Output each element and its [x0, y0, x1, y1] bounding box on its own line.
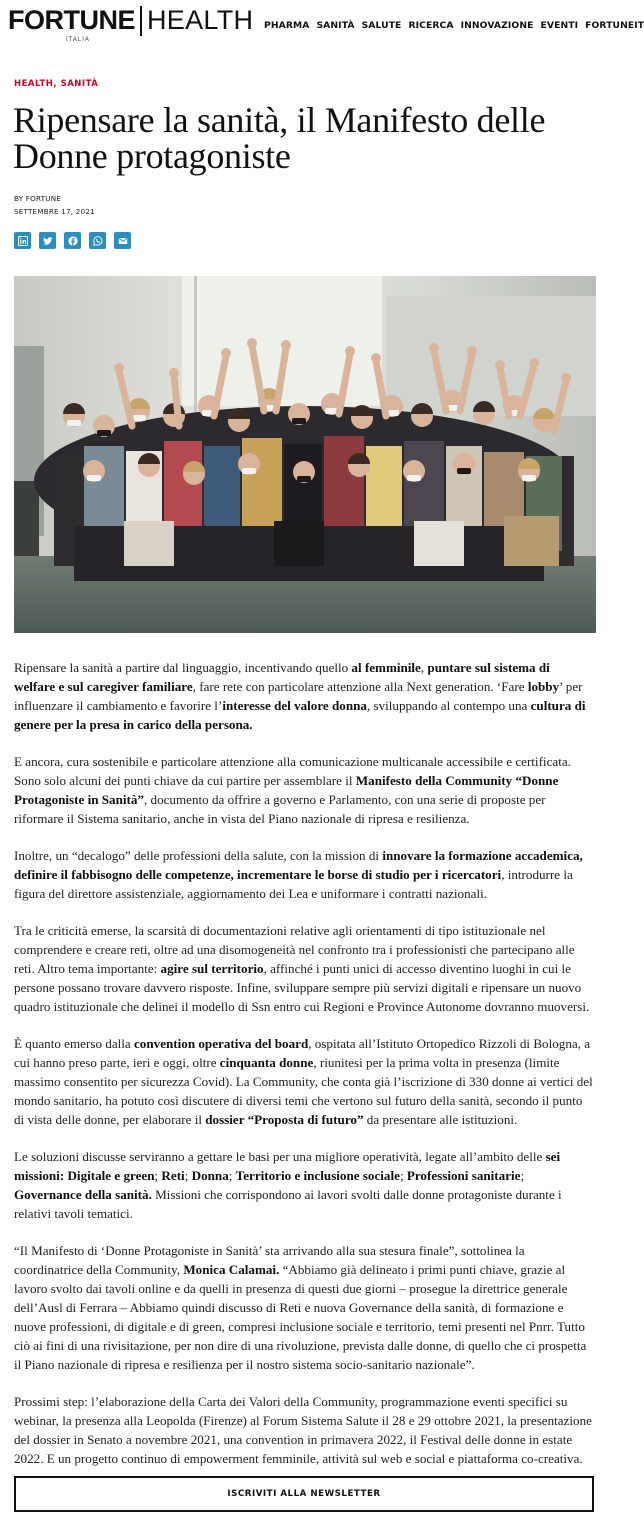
share-linkedin-button[interactable] — [14, 232, 31, 249]
text-run: È quanto emerso dalla — [14, 1036, 134, 1051]
article-paragraph — [14, 1241, 594, 1374]
bold-text-run: Professioni sanitarie — [406, 1168, 521, 1183]
text-run: ; — [154, 1168, 162, 1183]
article-paragraph — [14, 752, 594, 828]
bold-text-run: Monica Calamai. — [183, 1262, 280, 1277]
article-paragraph — [14, 846, 594, 903]
text-run: , — [420, 660, 428, 675]
site-logo[interactable] — [8, 4, 253, 44]
article-author: BY FORTUNE — [14, 194, 62, 203]
text-run: ; — [520, 1168, 525, 1183]
bold-text-run: Donna — [191, 1168, 229, 1183]
bold-text-run: Manifesto della Community “Donne Protagoniste in Sanità” — [14, 773, 559, 807]
text-run: , sviluppando al contempo una — [366, 698, 531, 713]
bold-text-run: al femminile — [351, 660, 421, 675]
newsletter-label: ISCRIVITI ALLA NEWSLETTER — [227, 1489, 381, 1499]
article-body — [14, 658, 594, 1486]
logo-health: HEALTH — [147, 5, 254, 35]
text-run: Tra le criticità emerse, la scarsità di documentazioni relative agli orientamenti di tipo istituzionale nel comprendere e creare reti, oltre ad una disomogeneità nel confronto tra i professionisti che partecipano alle reti. Altro tema importante: — [14, 923, 575, 976]
site-header — [0, 0, 644, 52]
logo-divider — [140, 6, 142, 36]
article-paragraph — [14, 658, 594, 734]
text-run: , introdurre la figura del direttore assistenziale, aggiornamento dei Lea e uniformare i contratti nazionali. — [14, 867, 573, 901]
text-run: Missioni che corrispondono ai lavori svolti dalle donne protagoniste durante i relativi tavoli tematici. — [14, 1187, 562, 1221]
bold-text-run: Governance della sanità. — [14, 1187, 152, 1202]
share-facebook-button[interactable] — [64, 232, 81, 249]
whatsapp-icon — [93, 236, 103, 246]
share-bar — [14, 232, 131, 249]
bold-text-run: convention operativa del board — [134, 1036, 309, 1051]
newsletter-signup-button[interactable] — [14, 1476, 594, 1512]
share-twitter-button[interactable] — [39, 232, 56, 249]
text-run: da presentare alle istituzioni. — [363, 1112, 518, 1127]
bold-text-run: lobby — [527, 679, 560, 694]
share-email-button[interactable] — [114, 232, 131, 249]
bold-text-run: cultura di genere per la presa in carico della persona. — [14, 698, 586, 732]
article-byline — [14, 192, 95, 218]
text-run: , documento da offrire a governo e Parlamento, con una serie di proposte per riformare il Sistema sanitario, anche in vista del Piano nazionale di ripresa e resilienza. — [14, 792, 546, 826]
text-run: , riunitesi per la prima volta in presenza (limite massimo consentito per sicurezza Covid). La Community, che conta già l’iscrizione di 330 donne ai vertici del mondo sanitario, ha potuto così discutere di diversi temi che vertono sul futuro della sanità, secondo il punto di vista delle donne, per elaborare il — [14, 1055, 593, 1127]
nav-item-innovazione[interactable]: INNOVAZIONE — [460, 20, 534, 31]
main-nav — [264, 20, 644, 31]
article-category[interactable]: HEALTH, SANITÀ — [14, 79, 99, 89]
email-icon — [118, 236, 128, 246]
text-run: Prossimi step: l’elaborazione della Carta dei Valori della Community, programmazione eventi specifici su webinar, la presenza alla Leopolda (Firenze) al Forum Sistema Salute il 28 e 29 ottobre 2021, la presentazione del dossier in Senato a novembre 2021, una convention in primavera 2022, il Festival delle donne in estate 2022. E un progetto continuo di empowerment femminile, attività sul web e social e piattaforma co-creativa. — [14, 1394, 592, 1466]
text-run: E ancora, cura sostenibile e particolare attenzione alla comunicazione multicanale accessibile e certificata. Sono solo alcuni dei punti chiave da cui partire per assemblare il — [14, 754, 571, 788]
article-hero-image — [14, 276, 596, 633]
bold-text-run: interesse del valore donna — [222, 698, 367, 713]
text-run: ; — [228, 1168, 236, 1183]
text-run: “Il Manifesto di ‘Donne Protagoniste in Sanità’ sta arrivando alla sua stesura finale”, sottolinea la coordinatrice della Community, — [14, 1243, 525, 1277]
article-title: Ripensare la sanità, il Manifesto delle Donne protagoniste — [13, 100, 546, 176]
text-run: Ripensare la sanità a partire dal linguaggio, incentivando quello — [14, 660, 352, 675]
article-paragraph — [14, 1147, 594, 1223]
logo-tagline: ITALIA — [66, 37, 90, 43]
text-run: ’ per influenzare il cambiamento e favorire l’ — [14, 679, 583, 713]
text-run: , ospitata all’Istituto Ortopedico Rizzoli di Bologna, a cui hanno preso parte, ieri e oggi, oltre — [14, 1036, 591, 1070]
nav-item-salute[interactable]: SALUTE — [361, 20, 402, 31]
bold-text-run: Territorio e inclusione sociale — [235, 1168, 400, 1183]
article-paragraph — [14, 1392, 594, 1468]
group-photo — [14, 276, 596, 633]
bold-text-run: Reti — [161, 1168, 185, 1183]
bold-text-run: cinquanta donne — [219, 1055, 314, 1070]
text-run: , fare rete con particolare attenzione alla Next generation. ‘Fare — [192, 679, 528, 694]
article-paragraph — [14, 921, 594, 1016]
text-run: “Abbiamo già delineato i primi punti chiave, grazie al lavoro svolto dai tavoli online e da quelli in presenza di questi due giorni – prosegue la direttrice generale dell’Ausl di Ferrara – Abbiamo quindi discusso di Reti e nuova Governance della sanità, di formazione e nuove professioni, di digitale e di green, compresi inclusione sociale e territorio, temi presenti nel Pnrr. Tutto ciò ai fini di una rivisitazione, per non dire di una rivoluzione, prevista dalle donne, di quello che ci prospetta il Piano nazionale di ripresa e resilienza per il nostro sistema socio-sanitario nazionale”. — [14, 1262, 587, 1372]
article-paragraph — [14, 1034, 594, 1129]
bold-text-run: puntare sul sistema di welfare e sul caregiver familiare — [14, 660, 550, 694]
text-run: , affinché i punti unici di accesso diventino luoghi in cui le persone possano trovare davvero risposte. Infine, sviluppare sempre più servizi digitali e ripensare un nuovo quadro istituzionale che delinei il modello di Ssn entro cui Regioni e Province Autonome dovranno muoversi. — [14, 961, 590, 1014]
bold-text-run: sei missioni: Digitale e green — [14, 1149, 561, 1183]
text-run: Inoltre, un “decalogo” delle professioni della salute, con la mission di — [14, 848, 383, 863]
text-run: ; — [184, 1168, 192, 1183]
bold-text-run: agire sul territorio — [160, 961, 264, 976]
twitter-icon — [43, 236, 53, 246]
nav-item-pharma[interactable]: PHARMA — [264, 20, 310, 31]
linkedin-icon — [18, 236, 28, 246]
nav-item-ricerca[interactable]: RICERCA — [408, 20, 454, 31]
bold-text-run: innovare la formazione accademica, definire il fabbisogno delle competenze, incrementare le borse di studio per i ricercatori — [14, 848, 583, 882]
bold-text-run: dossier “Proposta di futuro” — [205, 1112, 364, 1127]
nav-item-eventi[interactable]: EVENTI — [540, 20, 579, 31]
text-run: ; — [399, 1168, 407, 1183]
nav-item-fortuneit[interactable]: FORTUNEIT — [585, 20, 644, 31]
text-run: Le soluzioni discusse serviranno a gettare le basi per una migliore operatività, legate all’ambito delle — [14, 1149, 546, 1164]
facebook-icon — [68, 236, 78, 246]
article-date: SETTEMBRE 17, 2021 — [14, 207, 95, 216]
nav-item-sanita[interactable]: SANITÀ — [316, 20, 355, 31]
share-whatsapp-button[interactable] — [89, 232, 106, 249]
logo-fortune: FORTUNE — [8, 5, 135, 35]
